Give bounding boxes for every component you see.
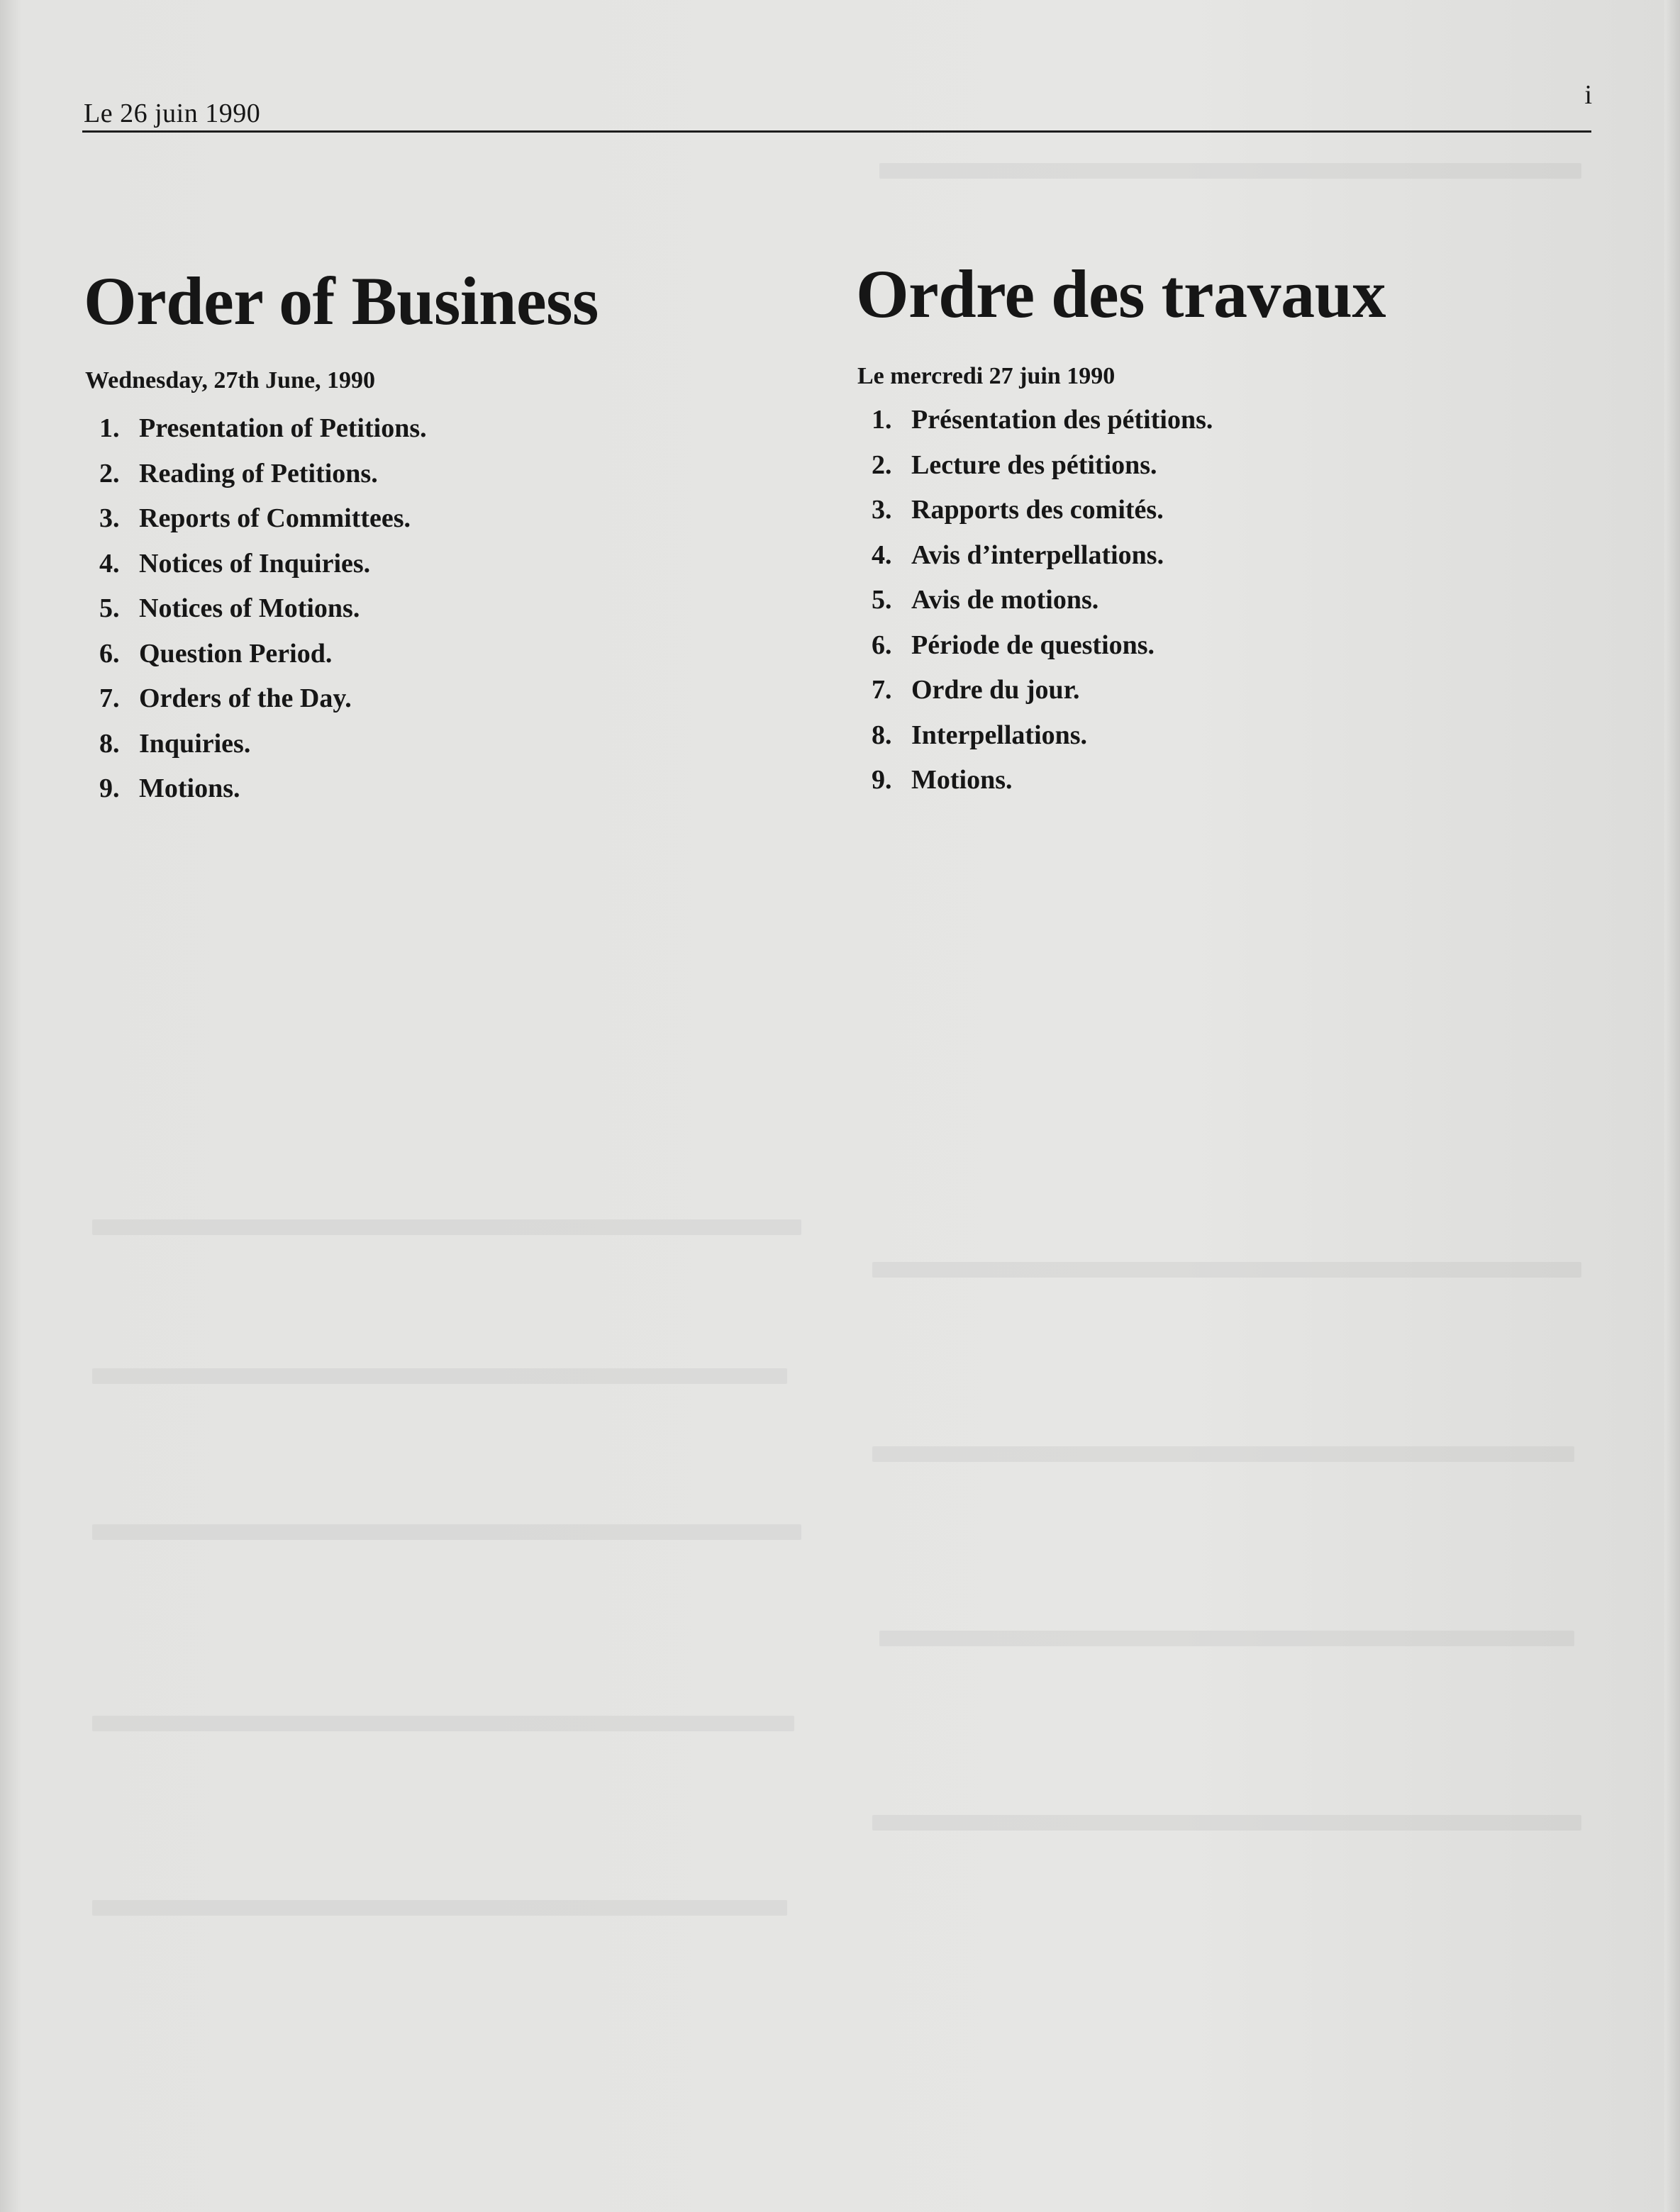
list-item bbox=[872, 586, 1593, 631]
english-title: Order of Business bbox=[84, 263, 599, 339]
item-label: Motions. bbox=[911, 765, 1013, 795]
list-item bbox=[872, 676, 1593, 721]
item-number: 7. bbox=[99, 683, 120, 713]
item-number: 5. bbox=[99, 593, 120, 623]
item-number: 9. bbox=[99, 773, 120, 803]
list-item bbox=[99, 414, 821, 459]
list-item bbox=[872, 631, 1593, 676]
item-label: Notices of Motions. bbox=[139, 593, 360, 623]
list-item bbox=[872, 766, 1593, 811]
header-rule bbox=[82, 130, 1591, 133]
english-order-list bbox=[99, 414, 821, 820]
french-date: Le mercredi 27 juin 1990 bbox=[857, 363, 1116, 389]
item-label: Période de questions. bbox=[911, 630, 1155, 660]
item-number: 3. bbox=[872, 495, 892, 525]
list-item bbox=[99, 504, 821, 549]
item-number: 3. bbox=[99, 503, 120, 533]
item-number: 1. bbox=[99, 413, 120, 443]
list-item bbox=[99, 594, 821, 639]
item-number: 4. bbox=[99, 548, 120, 579]
list-item bbox=[99, 639, 821, 685]
item-number: 9. bbox=[872, 765, 892, 795]
list-item bbox=[99, 549, 821, 595]
list-item bbox=[99, 730, 821, 775]
item-number: 8. bbox=[99, 728, 120, 759]
item-label: Question Period. bbox=[139, 638, 333, 669]
item-label: Avis de motions. bbox=[911, 585, 1099, 615]
item-label: Motions. bbox=[139, 773, 240, 803]
french-order-list bbox=[872, 406, 1593, 811]
list-item bbox=[99, 459, 821, 505]
header-date: Le 26 juin 1990 bbox=[84, 99, 261, 128]
item-label: Interpellations. bbox=[911, 720, 1088, 750]
list-item bbox=[872, 721, 1593, 766]
item-label: Presentation of Petitions. bbox=[139, 413, 427, 443]
list-item bbox=[872, 451, 1593, 496]
french-column bbox=[856, 255, 1593, 811]
list-item bbox=[872, 496, 1593, 541]
page-number: i bbox=[1584, 80, 1592, 110]
item-number: 2. bbox=[99, 458, 120, 488]
item-number: 5. bbox=[872, 585, 892, 615]
item-label: Reports of Committees. bbox=[139, 503, 411, 533]
item-label: Notices of Inquiries. bbox=[139, 548, 371, 579]
item-number: 2. bbox=[872, 449, 892, 480]
item-label: Lecture des pétitions. bbox=[911, 449, 1157, 480]
item-label: Inquiries. bbox=[139, 728, 251, 759]
list-item bbox=[99, 774, 821, 820]
item-label: Présentation des pétitions. bbox=[911, 405, 1213, 435]
item-number: 7. bbox=[872, 675, 892, 705]
item-label: Orders of the Day. bbox=[139, 683, 352, 713]
english-date: Wednesday, 27th June, 1990 bbox=[85, 367, 376, 393]
french-title: Ordre des travaux bbox=[856, 256, 1386, 332]
item-label: Avis d’interpellations. bbox=[911, 540, 1164, 570]
item-label: Rapports des comités. bbox=[911, 495, 1164, 525]
list-item bbox=[872, 541, 1593, 586]
item-label: Reading of Petitions. bbox=[139, 458, 378, 488]
item-number: 1. bbox=[872, 405, 892, 435]
item-label: Ordre du jour. bbox=[911, 675, 1080, 705]
english-column bbox=[84, 262, 821, 820]
item-number: 8. bbox=[872, 720, 892, 750]
page-edge bbox=[1664, 0, 1680, 2212]
list-item bbox=[99, 684, 821, 730]
item-number: 4. bbox=[872, 540, 892, 570]
item-number: 6. bbox=[872, 630, 892, 660]
item-number: 6. bbox=[99, 638, 120, 669]
list-item bbox=[872, 406, 1593, 451]
